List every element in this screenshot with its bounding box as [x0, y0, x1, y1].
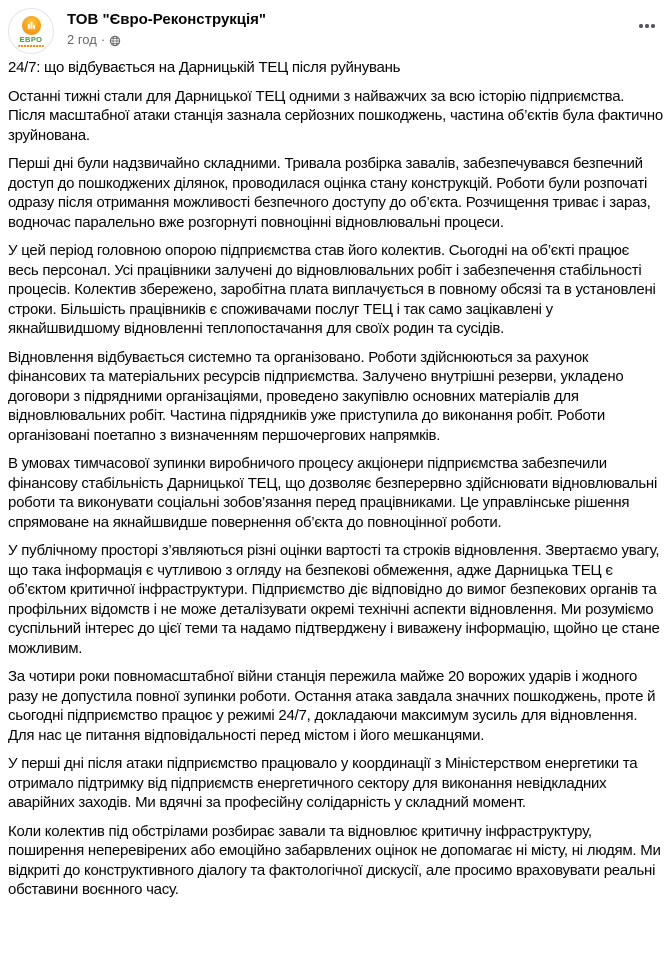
post-paragraph: Перші дні були надзвичайно складними. Тривала розбірка завалів, забезпечувався безпечний доступ до пошкоджених ділянок, проводилася оцінка стану конструкцій. Роботи були розпочаті одразу після отримання можливості безпечного доступу до об’єкта. Розчищення триває і зараз, водночас паралельно вже розгорнуті повноцінні відновлювальні процеси. [8, 155, 651, 231]
post-paragraph: У цей період головною опорою підприємства став його колектив. Сьогодні на об’єкті працює весь персонал. Усі працівники залучені до відновлювальних робіт і забезпечення стабільності процесів. Колектив збережено, заробітна плата виплачується в повному обсязі та в установлені строки. Більшість працівників є споживачами послуг ТЕЦ і так само зацікавлені у якнайшвидшому відновленні теплопостачання для своїх родин та сусідів. [8, 242, 656, 337]
post-meta [67, 32, 266, 48]
post-paragraph: Коли колектив під обстрілами розбирає завали та відновлює критичну інфраструктуру, поширення неперевірених або емоційно забарвлених оцінок не допомагає ні місту, ні людям. Ми відкриті до конструктивного діалогу та фактологічної дискусії, але просимо враховувати реальні обставини воєнного часу. [8, 822, 661, 898]
post-paragraph: Відновлення відбувається системно та організовано. Роботи здійснюються за рахунок фінансових та матеріальних ресурсів підприємства. Залучено внутрішні резерви, укладено договори з підрядними організаціями, проведено закупівлю основних матеріалів для відновлювальних робіт. Частина підрядників уже приступила до виконання робіт. Роботи організовані поетапно з визначенням першочергових напрямків. [8, 348, 624, 444]
post-paragraph: За чотири роки повномасштабної війни станція пережила майже 20 ворожих ударів і жодного разу не допустила повної зупинки роботи. Остання атака завдала значних пошкоджень, проте й сьогодні підприємство працює у режимі 24/7, докладаючи максимум зусиль для відновлення. Для нас це питання відповідальності перед містом і його мешканцями. [8, 668, 656, 744]
flame-icon [22, 16, 41, 35]
post-body [8, 87, 663, 900]
header-info [67, 8, 266, 48]
post-paragraph: В умовах тимчасової зупинки виробничого процесу акціонери підприємства забезпечили фінансову стабільність Дарницької ТЕЦ, що дозволяє безперервно здійснювати відновлювальні роботи та виконувати соціальні зобов’язання перед працівниками. Це управлінське рішення спрямоване на якнайшвидше повернення об’єкта до повноцінної роботи. [8, 455, 658, 531]
timestamp-link[interactable]: 2 год [67, 32, 97, 47]
post-paragraph: У публічному просторі з’являються різні оцінки вартості та строків відновлення. Звертаємо увагу, що така інформація є чутливою з огляду на безпекові обмеження, адже Дарницька ТЕЦ є об’єктом критичної інфраструктури. Підприємство діє відповідно до вимог безпекових органів та профільних відомств і не може деталізувати окремі технічні аспекти відновлення. Ми розуміємо суспільний інтерес до цієї теми та надамо підтверджену і виважену інформацію, щойно це стане можливим. [8, 542, 660, 657]
post-header [0, 0, 671, 54]
post-title: 24/7: що відбувається на Дарницькій ТЕЦ після руйнувань [8, 59, 401, 76]
post-content [0, 54, 671, 900]
dot [639, 24, 643, 28]
dot [645, 24, 649, 28]
dot [651, 24, 655, 28]
meta-separator: · [100, 32, 106, 47]
globe-icon [109, 35, 121, 47]
post-paragraph: Останні тижні стали для Дарницької ТЕЦ одними з найважчих за всю історію підприємства. Після масштабної атаки станція зазнала серйозних пошкоджень, частина об’єктів була фактично зруйнована. [8, 87, 663, 144]
avatar-fineprint [18, 45, 44, 47]
more-options-button[interactable] [630, 9, 664, 43]
avatar-brand-text: ЕВРО [19, 34, 43, 44]
post-paragraph: У перші дні після атаки підприємство працювало у координації з Міністерством енергетики та отримало підтримку від підприємств енергетичного сектору для виконання невідкладних аварійних заходів. Ми вдячні за професійну солідарність у складний момент. [8, 755, 638, 811]
avatar[interactable] [8, 8, 54, 54]
page-name-link[interactable]: ТОВ "Євро-Реконструкція" [67, 11, 267, 28]
